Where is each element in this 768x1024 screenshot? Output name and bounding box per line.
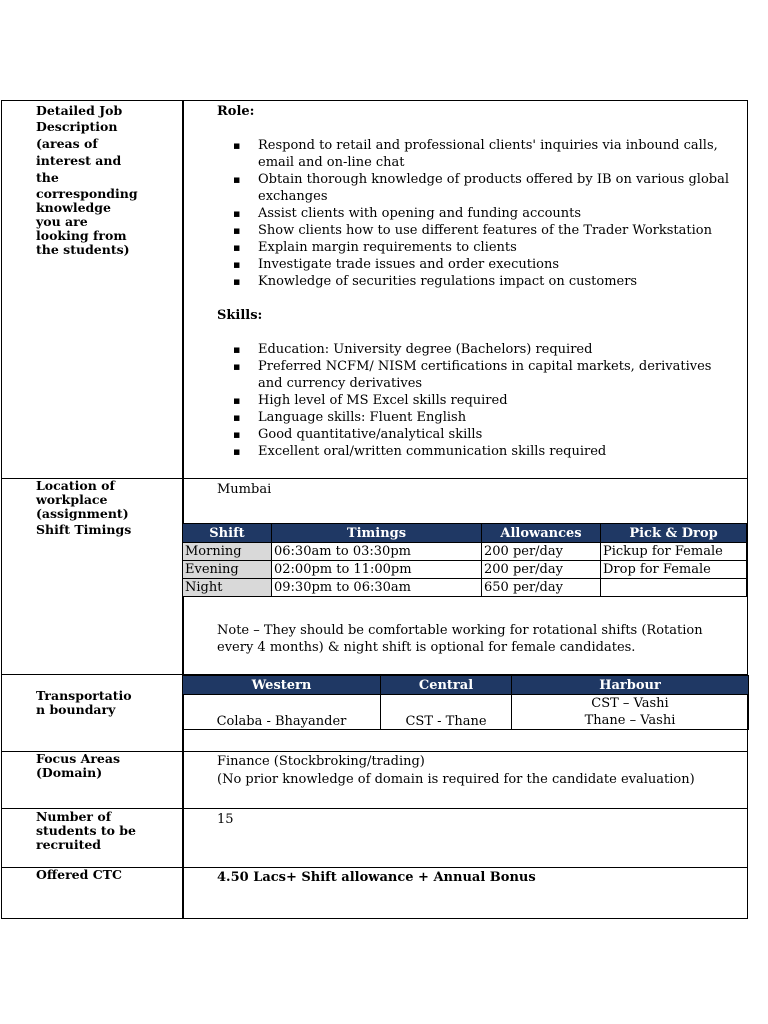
western-header: Western bbox=[183, 676, 381, 695]
list-item: ▪ Education: University degree (Bachelors) required bbox=[217, 341, 732, 358]
list-item: ▪ High level of MS Excel skills required bbox=[217, 392, 732, 409]
list-item: ▪ Investigate trade issues and order executions bbox=[217, 256, 732, 273]
allowance-cell: 200 per/day bbox=[482, 543, 601, 561]
pickdrop-cell: Drop for Female bbox=[601, 561, 747, 579]
skills-heading: Skills: bbox=[217, 308, 263, 323]
skills-list bbox=[217, 341, 732, 460]
shift-table bbox=[182, 523, 747, 597]
central-cell: CST - Thane bbox=[381, 695, 512, 730]
list-item: ▪ Respond to retail and professional clients' inquiries via inbound calls, email and on-line chat bbox=[217, 137, 732, 171]
table-row bbox=[183, 543, 747, 561]
column-divider bbox=[182, 101, 184, 918]
central-header: Central bbox=[381, 676, 512, 695]
western-cell: Colaba - Bhayander bbox=[183, 695, 381, 730]
transportation-label: Transportatio n boundary bbox=[36, 688, 132, 717]
ctc-label: Offered CTC bbox=[36, 867, 122, 882]
location-value: Mumbai bbox=[217, 482, 272, 497]
list-item: ▪ Good quantitative/analytical skills bbox=[217, 426, 732, 443]
students-value: 15 bbox=[217, 812, 234, 827]
timings-cell: 02:00pm to 11:00pm bbox=[272, 561, 482, 579]
allowance-cell: 200 per/day bbox=[482, 561, 601, 579]
row-divider bbox=[2, 808, 747, 809]
location-label: Location of workplace (assignment) bbox=[36, 478, 129, 521]
timings-header: Timings bbox=[272, 524, 482, 543]
list-item: ▪ Explain margin requirements to clients bbox=[217, 239, 732, 256]
harbour-cell: CST – Vashi Thane – Vashi bbox=[512, 695, 749, 730]
shift-timings-label: Shift Timings bbox=[36, 522, 132, 537]
pick-drop-header: Pick & Drop bbox=[601, 524, 747, 543]
shift-cell: Evening bbox=[183, 561, 272, 579]
timings-cell: 09:30pm to 06:30am bbox=[272, 579, 482, 597]
allowance-cell: 650 per/day bbox=[482, 579, 601, 597]
shift-cell: Morning bbox=[183, 543, 272, 561]
table-row bbox=[183, 695, 749, 730]
focus-areas-label: Focus Areas (Domain) bbox=[36, 751, 120, 780]
timings-cell: 06:30am to 03:30pm bbox=[272, 543, 482, 561]
ctc-value: 4.50 Lacs+ Shift allowance + Annual Bonus bbox=[217, 870, 536, 885]
shift-cell: Night bbox=[183, 579, 272, 597]
list-item: ▪ Excellent oral/written communication skills required bbox=[217, 443, 732, 460]
table-row bbox=[183, 579, 747, 597]
shift-note: Note – They should be comfortable working for rotational shifts (Rotation every 4 months) & night shift is optional for female candidates. bbox=[217, 623, 703, 655]
students-label: Number of students to be recruited bbox=[36, 809, 136, 852]
list-item: ▪ Assist clients with opening and funding accounts bbox=[217, 205, 732, 222]
table-header-row bbox=[183, 676, 749, 695]
pickdrop-cell: Pickup for Female bbox=[601, 543, 747, 561]
harbour-header: Harbour bbox=[512, 676, 749, 695]
focus-areas-value: Finance (Stockbroking/trading) (No prior knowledge of domain is required for the candidate evaluation) bbox=[217, 754, 695, 787]
role-heading: Role: bbox=[217, 104, 255, 119]
pickdrop-cell bbox=[601, 579, 747, 597]
list-item: ▪ Obtain thorough knowledge of products offered by IB on various global exchanges bbox=[217, 171, 732, 205]
allowances-header: Allowances bbox=[482, 524, 601, 543]
transport-table bbox=[182, 675, 749, 730]
list-item: ▪ Preferred NCFM/ NISM certifications in capital markets, derivatives and currency derivatives bbox=[217, 358, 732, 392]
table-header-row bbox=[183, 524, 747, 543]
list-item: ▪ Language skills: Fluent English bbox=[217, 409, 732, 426]
table-row bbox=[183, 561, 747, 579]
list-item: ▪ Show clients how to use different features of the Trader Workstation bbox=[217, 222, 732, 239]
role-list bbox=[217, 137, 732, 290]
list-item: ▪ Knowledge of securities regulations impact on customers bbox=[217, 273, 732, 290]
shift-header: Shift bbox=[183, 524, 272, 543]
job-description-label: Detailed Job Description (areas of interest and the corresponding knowledge you are looking from the students) bbox=[36, 103, 138, 257]
